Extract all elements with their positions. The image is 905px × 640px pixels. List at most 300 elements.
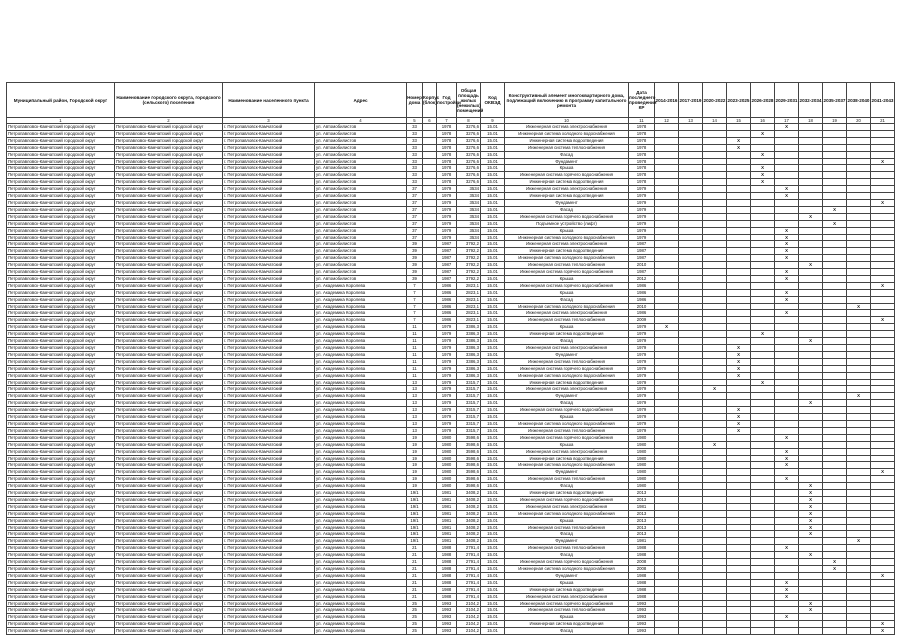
okved-cell: 15.01 xyxy=(481,151,505,158)
locality-cell: г. Петропавловск-Камчатский xyxy=(223,296,315,303)
period-cell xyxy=(847,227,871,234)
house-cell: 25 xyxy=(407,621,423,628)
period-cell xyxy=(847,517,871,524)
period-cell xyxy=(751,517,775,524)
period-cell xyxy=(871,393,895,400)
period-cell xyxy=(823,400,847,407)
column-header: 2032-2034 xyxy=(799,83,823,118)
element-cell: Инженерная система электроснабжения xyxy=(505,503,629,510)
period-cell xyxy=(655,193,679,200)
period-cell xyxy=(799,186,823,193)
district-cell: Петропавловск-Камчатский городской округ xyxy=(7,296,115,303)
period-cell xyxy=(799,275,823,282)
year-cell: 1987 xyxy=(437,241,457,248)
period-cell xyxy=(751,559,775,566)
period-cell xyxy=(799,476,823,483)
table-row xyxy=(7,586,895,593)
district-cell: Петропавловск-Камчатский городской округ xyxy=(7,151,115,158)
street-cell: ул. Академика Королева xyxy=(315,400,407,407)
block-cell xyxy=(423,517,437,524)
year-cell: 1979 xyxy=(437,386,457,393)
period-cell xyxy=(823,275,847,282)
year-cell: 1978 xyxy=(437,124,457,131)
street-cell: ул. Академика Королева xyxy=(315,358,407,365)
last-repair-cell: 1978 xyxy=(629,137,655,144)
period-cell xyxy=(751,538,775,545)
okved-cell: 15.01 xyxy=(481,607,505,614)
block-cell xyxy=(423,213,437,220)
period-cell xyxy=(871,566,895,573)
settlement-cell: Петропавловск-Камчатский городской округ xyxy=(115,407,223,414)
okved-cell: 15.01 xyxy=(481,186,505,193)
street-cell: ул. Автомобилистов xyxy=(315,262,407,269)
period-cell xyxy=(655,538,679,545)
period-cell xyxy=(847,566,871,573)
table-row xyxy=(7,137,895,144)
block-cell xyxy=(423,414,437,421)
period-cell xyxy=(679,289,703,296)
district-cell: Петропавловск-Камчатский городской округ xyxy=(7,552,115,559)
capital-repair-schedule-sheet xyxy=(6,82,894,635)
period-cell xyxy=(679,262,703,269)
table-row xyxy=(7,607,895,614)
period-cell: X xyxy=(775,296,799,303)
settlement-cell: Петропавловск-Камчатский городской округ xyxy=(115,137,223,144)
okved-cell: 15.01 xyxy=(481,130,505,137)
period-cell xyxy=(727,496,751,503)
table-row xyxy=(7,538,895,545)
period-cell xyxy=(751,186,775,193)
period-cell xyxy=(871,324,895,331)
period-cell xyxy=(799,545,823,552)
year-cell: 1987 xyxy=(437,255,457,262)
period-cell xyxy=(655,476,679,483)
area-cell: 3315,7 xyxy=(457,393,481,400)
period-cell xyxy=(775,441,799,448)
column-header: Наименование городского округа, городского (сельского) поселения xyxy=(115,83,223,118)
element-cell: Инженерная система горячего водоснабжения xyxy=(505,213,629,220)
house-cell: 11 xyxy=(407,324,423,331)
element-cell: Крыша xyxy=(505,614,629,621)
period-cell xyxy=(847,310,871,317)
period-cell xyxy=(655,206,679,213)
period-cell xyxy=(751,614,775,621)
period-cell xyxy=(703,517,727,524)
period-cell xyxy=(847,275,871,282)
period-cell: X xyxy=(727,358,751,365)
table-row xyxy=(7,365,895,372)
okved-cell: 15.01 xyxy=(481,296,505,303)
period-cell xyxy=(751,490,775,497)
street-cell: ул. Автомобилистов xyxy=(315,172,407,179)
column-number: 13 xyxy=(679,118,703,124)
area-cell: 3408,2 xyxy=(457,510,481,517)
okved-cell: 15.01 xyxy=(481,317,505,324)
period-cell xyxy=(655,462,679,469)
period-cell xyxy=(703,227,727,234)
area-cell: 3534 xyxy=(457,199,481,206)
period-cell xyxy=(703,579,727,586)
locality-cell: г. Петропавловск-Камчатский xyxy=(223,455,315,462)
table-row xyxy=(7,531,895,538)
settlement-cell: Петропавловск-Камчатский городской округ xyxy=(115,365,223,372)
period-cell xyxy=(703,248,727,255)
street-cell: ул. Академика Королева xyxy=(315,441,407,448)
period-cell: X xyxy=(727,372,751,379)
column-header: 2026-2028 xyxy=(751,83,775,118)
period-cell xyxy=(727,607,751,614)
element-cell: Инженерная система водоотведения xyxy=(505,137,629,144)
last-repair-cell: 1988 xyxy=(629,586,655,593)
period-cell: X xyxy=(871,469,895,476)
okved-cell: 15.01 xyxy=(481,269,505,276)
block-cell xyxy=(423,407,437,414)
okved-cell: 15.01 xyxy=(481,545,505,552)
period-cell xyxy=(799,572,823,579)
period-cell xyxy=(871,262,895,269)
period-cell xyxy=(679,510,703,517)
period-cell xyxy=(799,158,823,165)
house-cell: 19 xyxy=(407,455,423,462)
okved-cell: 15.01 xyxy=(481,193,505,200)
area-cell: 3598,6 xyxy=(457,469,481,476)
period-cell xyxy=(727,462,751,469)
period-cell xyxy=(655,345,679,352)
column-header: Дата последнего проведения КР xyxy=(629,83,655,118)
block-cell xyxy=(423,420,437,427)
period-cell xyxy=(727,559,751,566)
last-repair-cell: 1979 xyxy=(629,331,655,338)
period-cell xyxy=(727,130,751,137)
table-row xyxy=(7,179,895,186)
district-cell: Петропавловск-Камчатский городской округ xyxy=(7,524,115,531)
okved-cell: 15.01 xyxy=(481,282,505,289)
period-cell xyxy=(655,317,679,324)
house-cell: 37 xyxy=(407,193,423,200)
period-cell: X xyxy=(847,393,871,400)
period-cell xyxy=(751,275,775,282)
block-cell xyxy=(423,448,437,455)
period-cell xyxy=(799,310,823,317)
house-cell: 33 xyxy=(407,179,423,186)
period-cell xyxy=(727,206,751,213)
okved-cell: 15.01 xyxy=(481,469,505,476)
period-cell xyxy=(655,137,679,144)
period-cell xyxy=(727,572,751,579)
period-cell xyxy=(871,365,895,372)
table-row xyxy=(7,262,895,269)
locality-cell: г. Петропавловск-Камчатский xyxy=(223,400,315,407)
period-cell xyxy=(775,172,799,179)
settlement-cell: Петропавловск-Камчатский городской округ xyxy=(115,427,223,434)
year-cell: 1988 xyxy=(437,559,457,566)
settlement-cell: Петропавловск-Камчатский городской округ xyxy=(115,151,223,158)
block-cell xyxy=(423,393,437,400)
house-cell: 37 xyxy=(407,220,423,227)
house-cell: 37 xyxy=(407,199,423,206)
area-cell: 3792,2 xyxy=(457,241,481,248)
area-cell: 2104,2 xyxy=(457,614,481,621)
period-cell xyxy=(847,531,871,538)
period-cell: X xyxy=(655,324,679,331)
period-cell xyxy=(847,510,871,517)
element-cell: Крыша xyxy=(505,441,629,448)
period-cell xyxy=(727,393,751,400)
table-row xyxy=(7,144,895,151)
locality-cell: г. Петропавловск-Камчатский xyxy=(223,351,315,358)
house-cell: 21 xyxy=(407,586,423,593)
last-repair-cell: 1979 xyxy=(629,407,655,414)
period-cell xyxy=(727,227,751,234)
period-cell xyxy=(703,144,727,151)
period-cell xyxy=(847,586,871,593)
year-cell: 1979 xyxy=(437,358,457,365)
area-cell: 3408,2 xyxy=(457,517,481,524)
period-cell xyxy=(799,248,823,255)
block-cell xyxy=(423,386,437,393)
block-cell xyxy=(423,282,437,289)
period-cell xyxy=(751,407,775,414)
period-cell xyxy=(871,151,895,158)
repair-program-table xyxy=(6,82,895,635)
period-cell xyxy=(823,607,847,614)
house-cell: 21 xyxy=(407,572,423,579)
locality-cell: г. Петропавловск-Камчатский xyxy=(223,255,315,262)
period-cell xyxy=(679,241,703,248)
period-cell xyxy=(775,552,799,559)
element-cell: Фундамент xyxy=(505,393,629,400)
table-row xyxy=(7,490,895,497)
okved-cell: 15.01 xyxy=(481,476,505,483)
table-row xyxy=(7,448,895,455)
element-cell: Инженерная система горячего водоснабжения xyxy=(505,434,629,441)
period-cell xyxy=(847,469,871,476)
locality-cell: г. Петропавловск-Камчатский xyxy=(223,386,315,393)
okved-cell: 15.01 xyxy=(481,628,505,635)
period-cell xyxy=(799,206,823,213)
settlement-cell: Петропавловск-Камчатский городской округ xyxy=(115,372,223,379)
period-cell xyxy=(871,538,895,545)
table-row xyxy=(7,566,895,573)
last-repair-cell: 1979 xyxy=(629,386,655,393)
house-cell: 13 xyxy=(407,400,423,407)
period-cell xyxy=(823,600,847,607)
settlement-cell: Петропавловск-Камчатский городской округ xyxy=(115,476,223,483)
period-cell xyxy=(751,227,775,234)
period-cell xyxy=(775,199,799,206)
house-cell: 19/1 xyxy=(407,503,423,510)
period-cell xyxy=(703,476,727,483)
table-row xyxy=(7,310,895,317)
period-cell xyxy=(775,607,799,614)
settlement-cell: Петропавловск-Камчатский городской округ xyxy=(115,393,223,400)
year-cell: 1980 xyxy=(437,455,457,462)
period-cell xyxy=(751,483,775,490)
locality-cell: г. Петропавловск-Камчатский xyxy=(223,628,315,635)
period-cell xyxy=(823,282,847,289)
period-cell xyxy=(799,414,823,421)
block-cell xyxy=(423,144,437,151)
area-cell: 3386,3 xyxy=(457,351,481,358)
district-cell: Петропавловск-Камчатский городской округ xyxy=(7,186,115,193)
period-cell xyxy=(679,275,703,282)
last-repair-cell: 1979 xyxy=(629,234,655,241)
block-cell xyxy=(423,496,437,503)
settlement-cell: Петропавловск-Камчатский городской округ xyxy=(115,628,223,635)
settlement-cell: Петропавловск-Камчатский городской округ xyxy=(115,234,223,241)
period-cell xyxy=(655,614,679,621)
locality-cell: г. Петропавловск-Камчатский xyxy=(223,324,315,331)
okved-cell: 15.01 xyxy=(481,345,505,352)
settlement-cell: Петропавловск-Камчатский городской округ xyxy=(115,462,223,469)
period-cell xyxy=(823,248,847,255)
period-cell xyxy=(751,358,775,365)
year-cell: 1980 xyxy=(437,448,457,455)
period-cell xyxy=(823,262,847,269)
period-cell xyxy=(655,483,679,490)
year-cell: 1979 xyxy=(437,193,457,200)
year-cell: 1988 xyxy=(437,593,457,600)
period-cell: X xyxy=(775,193,799,200)
okved-cell: 15.01 xyxy=(481,289,505,296)
year-cell: 1979 xyxy=(437,220,457,227)
period-cell xyxy=(799,621,823,628)
district-cell: Петропавловск-Камчатский городской округ xyxy=(7,462,115,469)
settlement-cell: Петропавловск-Камчатский городской округ xyxy=(115,255,223,262)
okved-cell: 15.01 xyxy=(481,490,505,497)
settlement-cell: Петропавловск-Камчатский городской округ xyxy=(115,130,223,137)
house-cell: 33 xyxy=(407,137,423,144)
period-cell xyxy=(775,393,799,400)
period-cell xyxy=(799,227,823,234)
last-repair-cell: 1979 xyxy=(629,345,655,352)
period-cell xyxy=(703,255,727,262)
element-cell: Инженерная система электроснабжения xyxy=(505,124,629,131)
period-cell xyxy=(655,628,679,635)
period-cell xyxy=(847,241,871,248)
last-repair-cell: 1988 xyxy=(629,593,655,600)
period-cell xyxy=(823,186,847,193)
block-cell xyxy=(423,241,437,248)
house-cell: 19 xyxy=(407,441,423,448)
house-cell: 19/1 xyxy=(407,496,423,503)
period-cell xyxy=(847,448,871,455)
table-row xyxy=(7,524,895,531)
element-cell: Инженерная система горячего водоснабжения xyxy=(505,269,629,276)
period-cell xyxy=(847,289,871,296)
period-cell xyxy=(847,269,871,276)
period-cell xyxy=(823,483,847,490)
period-cell xyxy=(655,393,679,400)
period-cell xyxy=(751,400,775,407)
district-cell: Петропавловск-Камчатский городской округ xyxy=(7,234,115,241)
period-cell xyxy=(679,234,703,241)
district-cell: Петропавловск-Камчатский городской округ xyxy=(7,414,115,421)
okved-cell: 15.01 xyxy=(481,579,505,586)
district-cell: Петропавловск-Камчатский городской округ xyxy=(7,324,115,331)
period-cell: X xyxy=(751,331,775,338)
period-cell xyxy=(727,199,751,206)
period-cell xyxy=(727,275,751,282)
period-cell: X xyxy=(775,586,799,593)
period-cell xyxy=(655,579,679,586)
period-cell xyxy=(703,510,727,517)
okved-cell: 15.01 xyxy=(481,275,505,282)
okved-cell: 15.01 xyxy=(481,213,505,220)
period-cell xyxy=(871,379,895,386)
street-cell: ул. Академика Королева xyxy=(315,503,407,510)
period-cell: X xyxy=(775,579,799,586)
element-cell: Подъемное устройство (лифт) xyxy=(505,220,629,227)
period-cell xyxy=(847,483,871,490)
district-cell: Петропавловск-Камчатский городской округ xyxy=(7,351,115,358)
table-row xyxy=(7,227,895,234)
period-cell xyxy=(727,310,751,317)
period-cell xyxy=(871,414,895,421)
period-cell xyxy=(679,351,703,358)
period-cell xyxy=(871,607,895,614)
settlement-cell: Петропавловск-Камчатский городской округ xyxy=(115,386,223,393)
year-cell: 1979 xyxy=(437,206,457,213)
period-cell xyxy=(847,386,871,393)
period-cell: X xyxy=(799,483,823,490)
period-cell: X xyxy=(775,248,799,255)
period-cell xyxy=(727,621,751,628)
settlement-cell: Петропавловск-Камчатский городской округ xyxy=(115,186,223,193)
period-cell xyxy=(655,358,679,365)
block-cell xyxy=(423,234,437,241)
street-cell: ул. Автомобилистов xyxy=(315,165,407,172)
period-cell: X xyxy=(799,503,823,510)
district-cell: Петропавловск-Камчатский городской округ xyxy=(7,600,115,607)
district-cell: Петропавловск-Камчатский городской округ xyxy=(7,469,115,476)
locality-cell: г. Петропавловск-Камчатский xyxy=(223,503,315,510)
period-cell xyxy=(655,545,679,552)
period-cell xyxy=(703,400,727,407)
period-cell xyxy=(871,483,895,490)
year-cell: 1987 xyxy=(437,248,457,255)
period-cell xyxy=(727,503,751,510)
year-cell: 1981 xyxy=(437,510,457,517)
period-cell xyxy=(847,607,871,614)
table-row xyxy=(7,386,895,393)
street-cell: ул. Академика Королева xyxy=(315,469,407,476)
period-cell: X xyxy=(823,220,847,227)
district-cell: Петропавловск-Камчатский городской округ xyxy=(7,579,115,586)
period-cell xyxy=(703,275,727,282)
district-cell: Петропавловск-Камчатский городской округ xyxy=(7,331,115,338)
element-cell: Инженерная система теплоснабжения xyxy=(505,262,629,269)
period-cell xyxy=(655,130,679,137)
block-cell xyxy=(423,441,437,448)
period-cell xyxy=(799,255,823,262)
area-cell: 3276,6 xyxy=(457,165,481,172)
area-cell: 3315,7 xyxy=(457,386,481,393)
element-cell: Инженерная система холодного водоснабжения xyxy=(505,462,629,469)
period-cell: X xyxy=(871,199,895,206)
period-cell xyxy=(655,607,679,614)
period-cell xyxy=(799,234,823,241)
period-cell xyxy=(847,296,871,303)
period-cell xyxy=(775,144,799,151)
district-cell: Петропавловск-Камчатский городской округ xyxy=(7,476,115,483)
element-cell: Инженерная система электроснабжения xyxy=(505,345,629,352)
period-cell: X xyxy=(727,427,751,434)
element-cell: Фасад xyxy=(505,338,629,345)
year-cell: 1988 xyxy=(437,566,457,573)
period-cell: X xyxy=(823,566,847,573)
district-cell: Петропавловск-Камчатский городской округ xyxy=(7,510,115,517)
